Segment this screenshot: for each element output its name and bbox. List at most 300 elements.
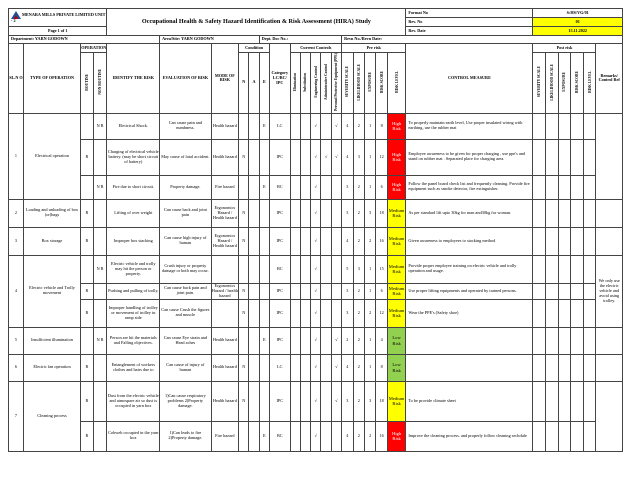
- cell-eng: √: [311, 113, 321, 139]
- cell-r: R: [81, 421, 94, 451]
- col-current-controls: Current Controls: [290, 44, 341, 53]
- cell-elim: [290, 175, 300, 199]
- cell-n: N: [239, 199, 249, 227]
- col-evaluation: EVALUATION OF RISK: [160, 44, 212, 114]
- cell-eng: √: [311, 299, 321, 327]
- cell-identify: Dust from the electric vehicle and atmospare air so dust is occupied in yarn box: [107, 381, 160, 421]
- col-lik-h: [353, 53, 364, 114]
- dept-doc-label: Dept. Doc No.:: [259, 36, 341, 44]
- cell-mode: Fire hazard: [211, 421, 238, 451]
- cell-identify: Electric vehicle and trolly may hit the person or property.: [107, 255, 160, 283]
- cell-lik: 2: [353, 421, 364, 451]
- cell-cat: IPC: [269, 381, 290, 421]
- cell-adm: [321, 199, 331, 227]
- cell-exp: 2: [364, 421, 375, 451]
- cell-mode: Health hazard: [211, 327, 238, 354]
- cell-eval: Can cause back and joint pain: [160, 199, 212, 227]
- cell-n: N: [239, 283, 249, 299]
- cell-eng: √: [311, 199, 321, 227]
- cell-ppe: √: [331, 327, 341, 354]
- risk-level-badge: Low Risk: [387, 354, 406, 381]
- cell-identify: Person are hit the materials and Falling objectives.: [107, 327, 160, 354]
- rev-no-value: 01: [533, 18, 623, 27]
- row7-type: Cleaning process: [23, 381, 80, 451]
- cell-nr: [93, 299, 107, 327]
- cell-score: 6: [376, 283, 387, 299]
- cell-exp: 3: [364, 199, 375, 227]
- hira-table: [8, 8, 623, 452]
- cell-eng: √: [311, 283, 321, 299]
- cell-score: 8: [376, 113, 387, 139]
- row5-type: Insufficient illumination: [23, 327, 80, 354]
- cell-nr: [93, 283, 107, 299]
- cell-ppe: [331, 299, 341, 327]
- cell-lik: 2: [353, 283, 364, 299]
- cell-sev: 3: [342, 299, 353, 327]
- cell-ppe: [331, 199, 341, 227]
- col-risk-score: RISK SCORE: [379, 70, 384, 93]
- col-a: A: [249, 53, 259, 114]
- cell-lik: 2: [353, 227, 364, 255]
- col-n: N: [239, 53, 249, 114]
- cell-a: [249, 421, 259, 451]
- row3-type: Box storage: [23, 227, 80, 255]
- cell-e: [259, 354, 269, 381]
- cell-mode: Ergonomics Hazard / Health hazard: [211, 199, 238, 227]
- col-post-risk: Post risk: [533, 44, 596, 53]
- cell-ppe: √: [331, 354, 341, 381]
- cell-exp: 2: [364, 227, 375, 255]
- cell-cat: IPC: [269, 227, 290, 255]
- cell-eval: Crush injury or property damage or both may occur.: [160, 255, 212, 283]
- cell-e: [259, 139, 269, 175]
- cell-cat: LC: [269, 354, 290, 381]
- cell-score: 12: [376, 139, 387, 175]
- cell-exp: 1: [364, 113, 375, 139]
- col-risk-level: RISK LEVEL: [394, 71, 399, 93]
- cell-subs: [300, 299, 310, 327]
- cell-nr: [93, 354, 107, 381]
- cell-e: E: [259, 327, 269, 354]
- cell-mode: Health hazard: [211, 354, 238, 381]
- cell-n: N: [239, 227, 249, 255]
- cell-mode: Health hazard: [211, 139, 238, 175]
- cell-sev: 3: [342, 381, 353, 421]
- col-pexp-h: [558, 53, 571, 114]
- cell-score: 12: [376, 299, 387, 327]
- cell-sev: 3: [342, 199, 353, 227]
- cell-e: [259, 381, 269, 421]
- cell-control: Improve the cleaning process. and properly follow cleaning sechdule: [406, 421, 533, 451]
- cell-subs: [300, 354, 310, 381]
- cell-r: R: [81, 283, 94, 299]
- cell-mode: [211, 255, 238, 283]
- cell-sev: 3: [342, 175, 353, 199]
- col-post-severity: SEVERITY SCALE: [537, 66, 542, 98]
- risk-level-badge: High Risk: [387, 139, 406, 175]
- cell-elim: [290, 354, 300, 381]
- cell-n: [239, 113, 249, 139]
- cell-mode: Fire hazard: [211, 175, 238, 199]
- cell-a: [249, 299, 259, 327]
- cell-exp: 1: [364, 175, 375, 199]
- cell-identify: Improper box stacking: [107, 227, 160, 255]
- cell-e: E: [259, 421, 269, 451]
- cell-cat: BC: [269, 175, 290, 199]
- cell-eval: Can cause pain and numbness.: [160, 113, 212, 139]
- cell-eng: √: [311, 354, 321, 381]
- cell-score: 6: [376, 175, 387, 199]
- row1-sl: 1: [9, 113, 24, 199]
- company-cell: [9, 9, 107, 27]
- cell-mode: Ergonomics Hazard / Health hazard: [211, 227, 238, 255]
- cell-e: [259, 255, 269, 283]
- cell-e: E: [259, 175, 269, 199]
- cell-elim: [290, 255, 300, 283]
- risk-level-badge: Medium Risk: [387, 227, 406, 255]
- cell-elim: [290, 299, 300, 327]
- row5-sl: 5: [9, 327, 24, 354]
- cell-eval: Can cause Crush the figures and muscle: [160, 299, 212, 327]
- cell-control: [406, 354, 533, 381]
- cell-control: Use proper lifting equipments and operated by trained persons.: [406, 283, 533, 299]
- cell-n: [239, 175, 249, 199]
- cell-ppe: [331, 255, 341, 283]
- cell-e: [259, 199, 269, 227]
- cell-control: Follow the panel board check list and frequently cleaning. Provide fire equipment such as smoke detector, fire extinguisher.: [406, 175, 533, 199]
- cell-exp: 1: [364, 283, 375, 299]
- col-adm-h: [321, 53, 331, 114]
- col-pscore-h: [571, 53, 584, 114]
- cell-eval: May cause of fatal accident.: [160, 139, 212, 175]
- col-elim-h: [290, 53, 300, 114]
- cell-a: [249, 283, 259, 299]
- cell-nr: [93, 421, 107, 451]
- format-no-value: S:HS/VG/01: [533, 9, 623, 18]
- cell-identify: Cobweb occupied in the yarn box: [107, 421, 160, 451]
- rev-no-label: Rev. No: [406, 18, 533, 27]
- cell-cat: IPC: [269, 199, 290, 227]
- cell-a: [249, 354, 259, 381]
- col-sev-h: [342, 53, 353, 114]
- col-ppe-h: [331, 53, 341, 114]
- cell-elim: [290, 381, 300, 421]
- cell-ppe: [331, 227, 341, 255]
- rev-date-label: Rev. Date: [406, 27, 533, 36]
- col-administrative: Administrative Control: [324, 63, 329, 100]
- cell-control: Provide proper employee training on electric vehicle and trolly operation and usage.: [406, 255, 533, 283]
- cell-mode: Health hazard: [211, 381, 238, 421]
- cell-adm: [321, 283, 331, 299]
- col-elimination: Elimination: [293, 72, 298, 92]
- remarks-cell: [596, 381, 623, 451]
- cell-adm: [321, 354, 331, 381]
- row6-sl: 6: [9, 354, 24, 381]
- cell-eng: √: [311, 139, 321, 175]
- risk-level-badge: Low Risk: [387, 327, 406, 354]
- cell-score: 16: [376, 421, 387, 451]
- cell-subs: [300, 227, 310, 255]
- cell-exp: 1: [364, 255, 375, 283]
- cell-sev: 3: [342, 283, 353, 299]
- cell-score: 15: [376, 255, 387, 283]
- cell-eval: Can cause of injury of human: [160, 354, 212, 381]
- cell-eval: Property damage.: [160, 175, 212, 199]
- cell-ppe: √: [331, 113, 341, 139]
- risk-level-badge: Medium Risk: [387, 255, 406, 283]
- cell-a: [249, 199, 259, 227]
- col-remarks: Remarks/ Control Ref: [596, 44, 623, 114]
- cell-cat: IPC: [269, 299, 290, 327]
- cell-eng: √: [311, 255, 321, 283]
- cell-subs: [300, 381, 310, 421]
- cell-elim: [290, 421, 300, 451]
- cell-nr: [93, 199, 107, 227]
- cell-r: R: [81, 299, 94, 327]
- row1-type: Electrical operation: [23, 113, 80, 199]
- col-routine: ROUTINE: [84, 73, 89, 91]
- cell-nr: [93, 139, 107, 175]
- col-condition: Condition: [239, 44, 270, 53]
- cell-nr: [93, 381, 107, 421]
- cell-adm: [321, 299, 331, 327]
- col-likelihood: LIKELIHOOD SCALE: [356, 63, 361, 101]
- cell-elim: [290, 139, 300, 175]
- cell-r: R: [81, 381, 94, 421]
- cell-eng: √: [311, 421, 321, 451]
- cell-lik: 3: [353, 139, 364, 175]
- area-label: Area/Site: YARN GODOWN: [160, 36, 260, 44]
- row2-sl: 2: [9, 199, 24, 227]
- col-exposure: EXPOSURE: [368, 72, 373, 92]
- cell-adm: [321, 175, 331, 199]
- row6-type: Electric fan operation: [23, 354, 80, 381]
- cell-subs: [300, 139, 310, 175]
- col-routine-h: [81, 53, 94, 114]
- cell-cat: IPC: [269, 139, 290, 175]
- cell-a: [249, 255, 259, 283]
- cell-eval: 1)Can leads to fire 2)Property damage.: [160, 421, 212, 451]
- col-subs-h: [300, 53, 310, 114]
- cell-n: N: [239, 381, 249, 421]
- cell-n: N: [239, 139, 249, 175]
- cell-elim: [290, 113, 300, 139]
- cell-e: [259, 299, 269, 327]
- cell-control: Employee awareness to be given for proper charging , use ppe's and stand on rubber mat . Separated place for charging area.: [406, 139, 533, 175]
- company-name: MENARA MILLS PRIVATE LIMITED UNIT - 2: [11, 12, 106, 24]
- cell-elim: [290, 327, 300, 354]
- cell-mode: Ergonomics Hazard / health hazard: [211, 283, 238, 298]
- cell-eval: Can cause Eye strain and Head aches: [160, 327, 212, 354]
- cell-elim: [290, 227, 300, 255]
- cell-control: [406, 327, 533, 354]
- risk-level-badge: Medium Risk: [387, 381, 406, 421]
- cell-sev: 5: [342, 255, 353, 283]
- cell-sev: 4: [342, 139, 353, 175]
- cell-elim: [290, 199, 300, 227]
- cell-lik: 3: [353, 255, 364, 283]
- cell-lik: 2: [353, 299, 364, 327]
- col-control-measure: CONTROL MEASURE: [406, 44, 533, 114]
- row7-sl: 7: [9, 381, 24, 451]
- cell-identify: Improper handling of trolley or movement of trolley in ramp side: [107, 299, 160, 327]
- cell-score: 8: [376, 354, 387, 381]
- cell-r: R: [81, 199, 94, 227]
- cell-e: E: [259, 113, 269, 139]
- row4-type: Electric vehicle and Trolly movement: [23, 255, 80, 327]
- col-mode: MODE OF RISK: [211, 44, 238, 114]
- cell-adm: [321, 227, 331, 255]
- department-label: Department: YARN GODOWN: [9, 36, 160, 44]
- row3-sl: 3: [9, 227, 24, 255]
- cell-exp: 3: [364, 381, 375, 421]
- cell-sev: 4: [342, 354, 353, 381]
- col-operation: OPERATION: [81, 44, 107, 53]
- col-engineering: Engineering Control: [313, 66, 318, 98]
- col-ppe: Personal Protective Equipment (PPE): [334, 53, 339, 111]
- cell-adm: [321, 255, 331, 283]
- cell-eng: √: [311, 327, 321, 354]
- col-type-of-operation: TYPE OF OPERATION: [23, 44, 80, 114]
- col-identify-risk: IDENTIFY THE RISK: [107, 44, 160, 114]
- cell-cat: BC: [269, 255, 290, 283]
- col-level-h: [387, 53, 406, 114]
- cell-r: [81, 255, 94, 283]
- col-score-h: [376, 53, 387, 114]
- cell-r: [81, 113, 94, 139]
- risk-level-badge: Medium Risk: [387, 283, 406, 299]
- cell-adm: [321, 113, 331, 139]
- cell-identify: Electrical Shock.: [107, 113, 160, 139]
- cell-exp: 2: [364, 299, 375, 327]
- cell-lik: 2: [353, 199, 364, 227]
- cell-sev: 4: [342, 421, 353, 451]
- cell-lik: 2: [353, 354, 364, 381]
- cell-e: [259, 227, 269, 255]
- cell-subs: [300, 199, 310, 227]
- cell-r: R: [81, 354, 94, 381]
- cell-control: To properly maintain earth level, Use proper insulated wiring with earthing, use the rubber mat: [406, 113, 533, 139]
- col-post-score: RISK SCORE: [574, 70, 579, 93]
- cell-ppe: [331, 283, 341, 299]
- col-post-level: RISK LEVEL: [587, 71, 592, 93]
- cell-identify: Pushing and pulling of trolly.: [107, 283, 160, 299]
- cell-lik: 2: [353, 113, 364, 139]
- cell-subs: [300, 175, 310, 199]
- cell-a: [249, 327, 259, 354]
- cell-mode: Health hazard: [211, 113, 238, 139]
- cell-cat: IPC: [269, 283, 290, 299]
- col-post-exposure: EXPOSURE: [562, 72, 567, 92]
- cell-adm: [321, 381, 331, 421]
- cell-score: 4: [376, 327, 387, 354]
- cell-ppe: [331, 421, 341, 451]
- cell-subs: [300, 421, 310, 451]
- cell-control: To be provide climate sheet: [406, 381, 533, 421]
- revn-label: Revn No./Revn Date:: [342, 36, 623, 44]
- cell-lik: 2: [353, 175, 364, 199]
- cell-n: N: [239, 299, 249, 327]
- col-severity: SEVERITY SCALE: [345, 66, 350, 98]
- cell-e: [259, 283, 269, 299]
- cell-exp: 1: [364, 327, 375, 354]
- cell-control: Wear the PPE's (Safety shoe): [406, 299, 533, 327]
- cell-exp: 1: [364, 139, 375, 175]
- cell-r: R: [81, 139, 94, 175]
- cell-control: Given awareness to employees to stacking method: [406, 227, 533, 255]
- col-plik-h: [546, 53, 559, 114]
- cell-score: 18: [376, 199, 387, 227]
- cell-ppe: √: [331, 139, 341, 175]
- cell-a: [249, 227, 259, 255]
- cell-eng: √: [311, 175, 321, 199]
- cell-a: [249, 113, 259, 139]
- cell-eng: √: [311, 381, 321, 421]
- remarks-note: We only use the electric vehicle and avoid using trolley.: [596, 255, 623, 327]
- risk-level-badge: Medium Risk: [387, 199, 406, 227]
- rev-date-value: 15.11.2022: [533, 27, 623, 36]
- format-no-label: Format No: [406, 9, 533, 18]
- page-number: Page 1 of 1: [9, 27, 107, 36]
- cell-n: [239, 255, 249, 283]
- cell-eval: Can cause back pain and joint pain.: [160, 283, 212, 299]
- cell-a: [249, 139, 259, 175]
- cell-nr: [93, 227, 107, 255]
- cell-subs: [300, 327, 310, 354]
- cell-r: [81, 327, 94, 354]
- cell-sev: 2: [342, 327, 353, 354]
- cell-exp: 1: [364, 354, 375, 381]
- cell-subs: [300, 283, 310, 299]
- col-post-likelihood: LIKELIHOOD SCALE: [549, 63, 554, 101]
- cell-sev: 4: [342, 227, 353, 255]
- document-title: Occupational Health & Safety Hazard Identification & Risk Assessment (HIRA) Study: [107, 9, 406, 36]
- col-non-routine-h: [93, 53, 107, 114]
- cell-n: N: [239, 354, 249, 381]
- cell-subs: [300, 255, 310, 283]
- cell-lik: 2: [353, 327, 364, 354]
- cell-adm: √: [321, 139, 331, 175]
- cell-identify: Charging of electrical vehicle battery. (may be short circuit of battery): [107, 139, 160, 175]
- cell-identify: Fire due to short circuit.: [107, 175, 160, 199]
- cell-cat: LC: [269, 113, 290, 139]
- col-slno: SL.N O: [9, 44, 24, 114]
- cell-identify: Entanglement of workers clothes and hairs due to: [107, 354, 160, 381]
- risk-level-badge: High Risk: [387, 113, 406, 139]
- remarks-cell: [596, 113, 623, 199]
- col-exp-h: [364, 53, 375, 114]
- row4-sl: 4: [9, 255, 24, 327]
- cell-n: [239, 421, 249, 451]
- cell-nr: N R: [93, 255, 107, 283]
- cell-ppe: √: [331, 381, 341, 421]
- cell-sev: 4: [342, 113, 353, 139]
- col-category: Category LC/BC/ IPC: [269, 44, 290, 114]
- col-e: E: [259, 53, 269, 114]
- cell-n: [239, 327, 249, 354]
- cell-eval: Can cause high injury of human: [160, 227, 212, 255]
- row2-type: Loading and unloading of box (or)bags: [23, 199, 80, 227]
- cell-score: 18: [376, 381, 387, 421]
- risk-level-badge: High Risk: [387, 421, 406, 451]
- cell-eval: 1)Can cause respiratory problems 2)Property damage.: [160, 381, 212, 421]
- cell-r: R: [81, 227, 94, 255]
- cell-lik: 2: [353, 381, 364, 421]
- risk-level-badge: Medium Risk: [387, 299, 406, 327]
- cell-eng: √: [311, 227, 321, 255]
- cell-subs: [300, 113, 310, 139]
- cell-nr: N R: [93, 327, 107, 354]
